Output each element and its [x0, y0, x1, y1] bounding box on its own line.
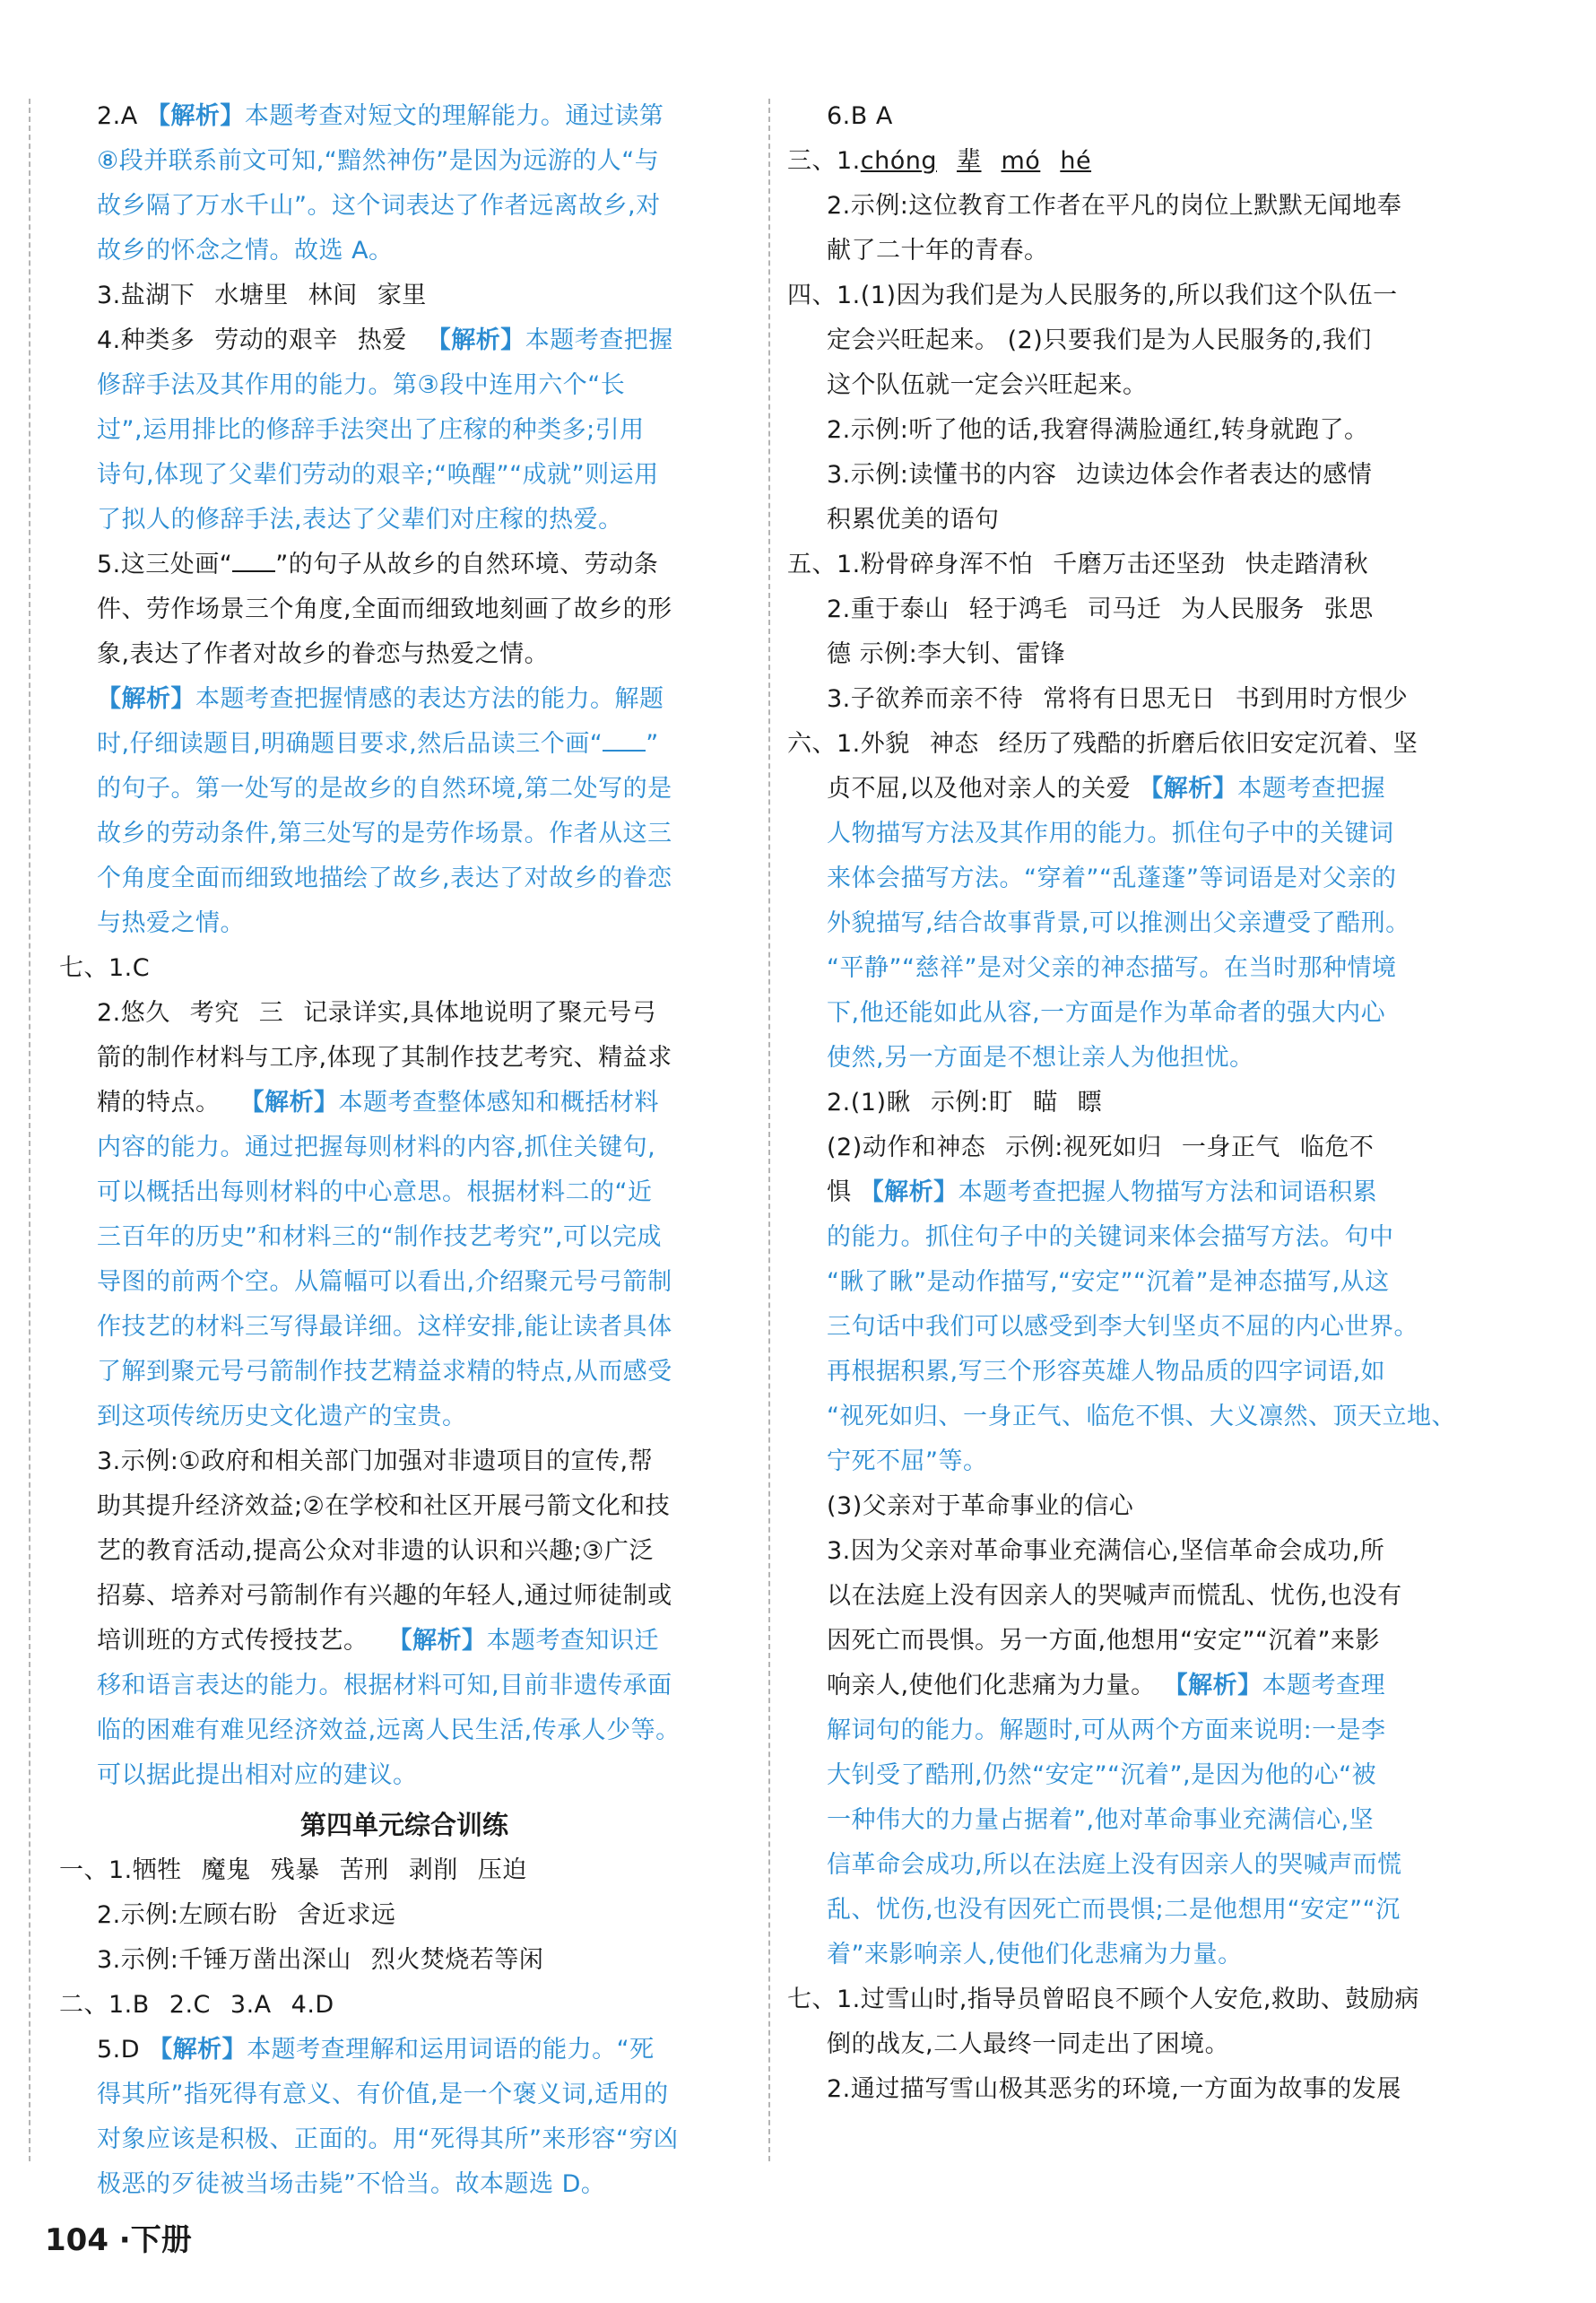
answer-line: 使然,另一方面是不想让亲人为他担忧。 — [827, 1044, 1254, 1072]
answer-line: 这个队伍就一定会兴旺起来。 — [827, 371, 1148, 399]
answer-line: 作技艺的材料三写得最详细。这样安排,能让读者具体 — [97, 1313, 672, 1341]
answer-line: 临的困难有难见经济效益,远离人民生活,传承人少等。 — [97, 1716, 681, 1744]
answer-line: 3.示例:①政府和相关部门加强对非遗项目的宣传,帮 — [97, 1447, 654, 1475]
answer-line: 2.示例:左顾右盼 舍近求远 — [97, 1901, 396, 1929]
answer-line: 箭的制作材料与工序,体现了其制作技艺考究、精益求 — [97, 1044, 672, 1072]
answer-line: 导图的前两个空。从篇幅可以看出,介绍聚元号弓箭制 — [97, 1268, 672, 1296]
answer-line: 定会兴旺起来。 (2)只要我们是为人民服务的,我们 — [827, 326, 1372, 354]
answer-line: 件、劳作场景三个角度,全面而细致地刻画了故乡的形 — [97, 595, 672, 623]
answer-line: 极恶的歹徒被当场击毙”不恰当。故本题选 D。 — [97, 2170, 606, 2198]
answer-line: 故乡的劳动条件,第三处写的是劳作场景。作者从这三 — [97, 820, 672, 847]
answer-line: 可以概括出每则材料的中心意思。根据材料二的“近 — [97, 1178, 653, 1206]
answer-line: 了拟人的修辞手法,表达了父辈们对庄稼的热爱。 — [97, 506, 623, 534]
analysis-tag: 【解析】 — [1163, 1672, 1262, 1699]
answer-line: 对象应该是积极、正面的。用“死得其所”来形容“穷凶 — [97, 2125, 679, 2153]
answer-line: 5.D 【解析】本题考查理解和运用词语的能力。“死 — [97, 2036, 655, 2064]
answer-line: 来体会描写方法。“穿着”“乱蓬蓬”等词语是对父亲的 — [827, 865, 1397, 892]
answer-line: 艺的教育活动,提高公众对非遗的认识和兴趣;③广泛 — [97, 1537, 654, 1565]
answer-line: 与热爱之情。 — [97, 909, 245, 937]
answer-line: 故乡的怀念之情。故选 A。 — [97, 237, 394, 265]
answer-line: 下,他还能如此从容,一方面是作为革命者的强大内心 — [827, 999, 1386, 1027]
answer-line: 培训班的方式传授技艺。 【解析】本题考查知识迁 — [97, 1627, 659, 1655]
answer-line: 得其所”指死得有意义、有价值,是一个褒义词,适用的 — [97, 2081, 669, 2108]
analysis-tag: 【解析】 — [145, 102, 245, 130]
analysis-tag: 【解析】 — [426, 326, 525, 354]
answer-line: (3)父亲对于革命事业的信心 — [827, 1492, 1134, 1520]
answer-line: 三百年的历史”和材料三的“制作技艺考究”,可以完成 — [97, 1223, 663, 1251]
unit-title: 第四单元综合训练 — [299, 1810, 508, 1840]
answer-line: 以在法庭上没有因亲人的哭喊声而慌乱、忧伤,也没有 — [827, 1582, 1402, 1610]
answer-line: 4.种类多 劳动的艰辛 热爱 【解析】本题考查把握 — [97, 326, 673, 354]
answer-line: 乱、忧伤,也没有因死亡而畏惧;二是他想用“安定”“沉 — [827, 1896, 1401, 1924]
answer-line: 响亲人,使他们化悲痛为力量。 【解析】本题考查理 — [827, 1672, 1386, 1699]
answer-line: 招募、培养对弓箭制作有兴趣的年轻人,通过师徒制或 — [97, 1582, 672, 1610]
analysis-tag: 【解析】 — [1139, 775, 1238, 803]
answer-line: 三句话中我们可以感受到李大钊坚贞不屈的内心世界。 — [827, 1313, 1418, 1341]
underline-blank — [232, 551, 275, 572]
answer-line: 着”来影响亲人,使他们化悲痛为力量。 — [827, 1941, 1243, 1968]
answer-line: “平静”“慈祥”是对父亲的神态描写。在当时那种情境 — [827, 954, 1397, 982]
right-column — [787, 94, 1476, 2112]
answer-line: 人物描写方法及其作用的能力。抓住句子中的关键词 — [827, 820, 1394, 847]
answer-line: 【解析】本题考查把握情感的表达方法的能力。解题 — [97, 685, 664, 713]
answer-line: 6.B A — [827, 102, 893, 130]
analysis-tag: 【解析】 — [859, 1178, 958, 1206]
answer-line: 倒的战友,二人最终一同走出了困境。 — [827, 2030, 1230, 2058]
answer-line: 可以据此提出相对应的建议。 — [97, 1761, 418, 1789]
answer-line: 2.示例:听了他的话,我窘得满脸通红,转身就跑了。 — [827, 416, 1369, 444]
left-column — [59, 94, 750, 2207]
answer-line: 因死亡而畏惧。另一方面,他想用“安定”“沉着”来影 — [827, 1627, 1381, 1655]
section-line: 五、1.粉骨碎身浑不怕 千磨万击还坚劲 快走踏清秋 — [787, 551, 1369, 578]
answer-line: 3.子欲养而亲不待 常将有日思无日 书到用时方恨少 — [827, 685, 1409, 713]
section-line: 三、1.chóng 辈 mó hé — [787, 147, 1092, 175]
answer-line: 德 示例:李大钊、雷锋 — [827, 640, 1066, 668]
answer-line: 内容的能力。通过把握每则材料的内容,抓住关键句, — [97, 1134, 656, 1161]
column-divider — [768, 99, 770, 2161]
left-margin-divider — [29, 99, 30, 2161]
answer-line: (2)动作和神态 示例:视死如归 一身正气 临危不 — [827, 1134, 1375, 1161]
answer-line: 再根据积累,写三个形容英雄人物品质的四字词语,如 — [827, 1358, 1386, 1386]
answer-line: 一种伟大的力量占据着”,他对革命事业充满信心,坚 — [827, 1806, 1375, 1834]
answer-line: 时,仔细读题目,明确题目要求,然后品读三个画“ ” — [97, 730, 659, 758]
page-number: 104 ·下册 — [45, 2222, 192, 2258]
answer-line: 诗句,体现了父辈们劳动的艰辛;“唤醒”“成就”则运用 — [97, 461, 659, 489]
answer-line: 修辞手法及其作用的能力。第③段中连用六个“长 — [97, 371, 626, 399]
answer-line: 故乡隔了万水千山”。这个词表达了作者远离故乡,对 — [97, 192, 661, 220]
answer-line: 2.重于泰山 轻于鸿毛 司马迁 为人民服务 张思 — [827, 595, 1374, 623]
section-line: 七、1.过雪山时,指导员曾昭良不顾个人安危,救助、鼓励病 — [787, 1986, 1419, 2013]
answer-line: 解词句的能力。解题时,可从两个方面来说明:一是李 — [827, 1716, 1386, 1744]
section-line: 二、1.B 2.C 3.A 4.D — [59, 1991, 334, 2019]
answer-line: 宁死不屈”等。 — [827, 1447, 988, 1475]
answer-line: 贞不屈,以及他对亲人的关爱 【解析】本题考查把握 — [827, 775, 1386, 803]
answer-line: ⑧段并联系前文可知,“黯然神伤”是因为远游的人“与 — [97, 147, 660, 175]
answer-line: 2.通过描写雪山极其恶劣的环境,一方面为故事的发展 — [827, 2075, 1401, 2103]
answer-line: 3.盐湖下 水塘里 林间 家里 — [97, 282, 427, 309]
answer-line: 到这项传统历史文化遗产的宝贵。 — [97, 1403, 467, 1430]
section-line: 四、1.(1)因为我们是为人民服务的,所以我们这个队伍一 — [787, 282, 1398, 309]
answer-line: 2.示例:这位教育工作者在平凡的岗位上默默无闻地奉 — [827, 192, 1402, 220]
answer-line: 献了二十年的青春。 — [827, 237, 1049, 265]
answer-line: 助其提升经济效益;②在学校和社区开展弓箭文化和技 — [97, 1492, 671, 1520]
analysis-tag: 【解析】 — [97, 685, 195, 713]
section-line: 七、1.C — [59, 954, 151, 982]
answer-line: 2.悠久 考究 三 记录详实,具体地说明了聚元号弓 — [97, 999, 657, 1027]
answer-line: 移和语言表达的能力。根据材料可知,目前非遗传承面 — [97, 1672, 672, 1699]
answer-line: 惧 【解析】本题考查把握人物描写方法和词语积累 — [827, 1178, 1378, 1206]
answer-line: 精的特点。 【解析】本题考查整体感知和概括材料 — [97, 1089, 659, 1117]
answer-line: 2.(1)瞅 示例:盯 瞄 瞟 — [827, 1089, 1103, 1117]
answer-line: 外貌描写,结合故事背景,可以推测出父亲遭受了酷刑。 — [827, 909, 1410, 937]
analysis-tag: 【解析】 — [148, 2036, 247, 2064]
answer-line: 过”,运用排比的修辞手法突出了庄稼的种类多;引用 — [97, 416, 645, 444]
answer-line: 积累优美的语句 — [827, 506, 1000, 534]
answer-line: 的能力。抓住句子中的关键词来体会描写方法。句中 — [827, 1223, 1394, 1251]
section-line: 六、1.外貌 神态 经历了残酷的折磨后依旧安定沉着、坚 — [787, 730, 1418, 758]
answer-line: “视死如归、一身正气、临危不惧、大义凛然、顶天立地、 — [827, 1403, 1456, 1430]
analysis-tag: 【解析】 — [387, 1627, 487, 1655]
section-line: 一、1.牺牲 魔鬼 残暴 苦刑 剥削 压迫 — [59, 1856, 527, 1884]
underline-blank — [603, 730, 646, 752]
answer-line: 5.这三处画“ ”的句子从故乡的自然环境、劳动条 — [97, 551, 659, 578]
analysis-tag: 【解析】 — [239, 1089, 339, 1117]
answer-line: 大钊受了酷刑,仍然“安定”“沉着”,是因为他的心“被 — [827, 1761, 1377, 1789]
answer-line: 个角度全面而细致地描绘了故乡,表达了对故乡的眷恋 — [97, 865, 672, 892]
answer-line: 了解到聚元号弓箭制作技艺精益求精的特点,从而感受 — [97, 1358, 672, 1386]
answer-line: 3.示例:千锤万凿出深山 烈火焚烧若等闲 — [97, 1946, 544, 1974]
answer-line: “瞅了瞅”是动作描写,“安定”“沉着”是神态描写,从这 — [827, 1268, 1390, 1296]
answer-line: 2.A 【解析】本题考查对短文的理解能力。通过读第 — [97, 102, 664, 130]
answer-line: 象,表达了作者对故乡的眷恋与热爱之情。 — [97, 640, 550, 668]
answer-line: 3.因为父亲对革命事业充满信心,坚信革命会成功,所 — [827, 1537, 1385, 1565]
answer-line: 的句子。第一处写的是故乡的自然环境,第二处写的是 — [97, 775, 672, 803]
answer-line: 信革命会成功,所以在法庭上没有因亲人的哭喊声而慌 — [827, 1851, 1402, 1879]
answer-line: 3.示例:读懂书的内容 边读边体会作者表达的感情 — [827, 461, 1373, 489]
